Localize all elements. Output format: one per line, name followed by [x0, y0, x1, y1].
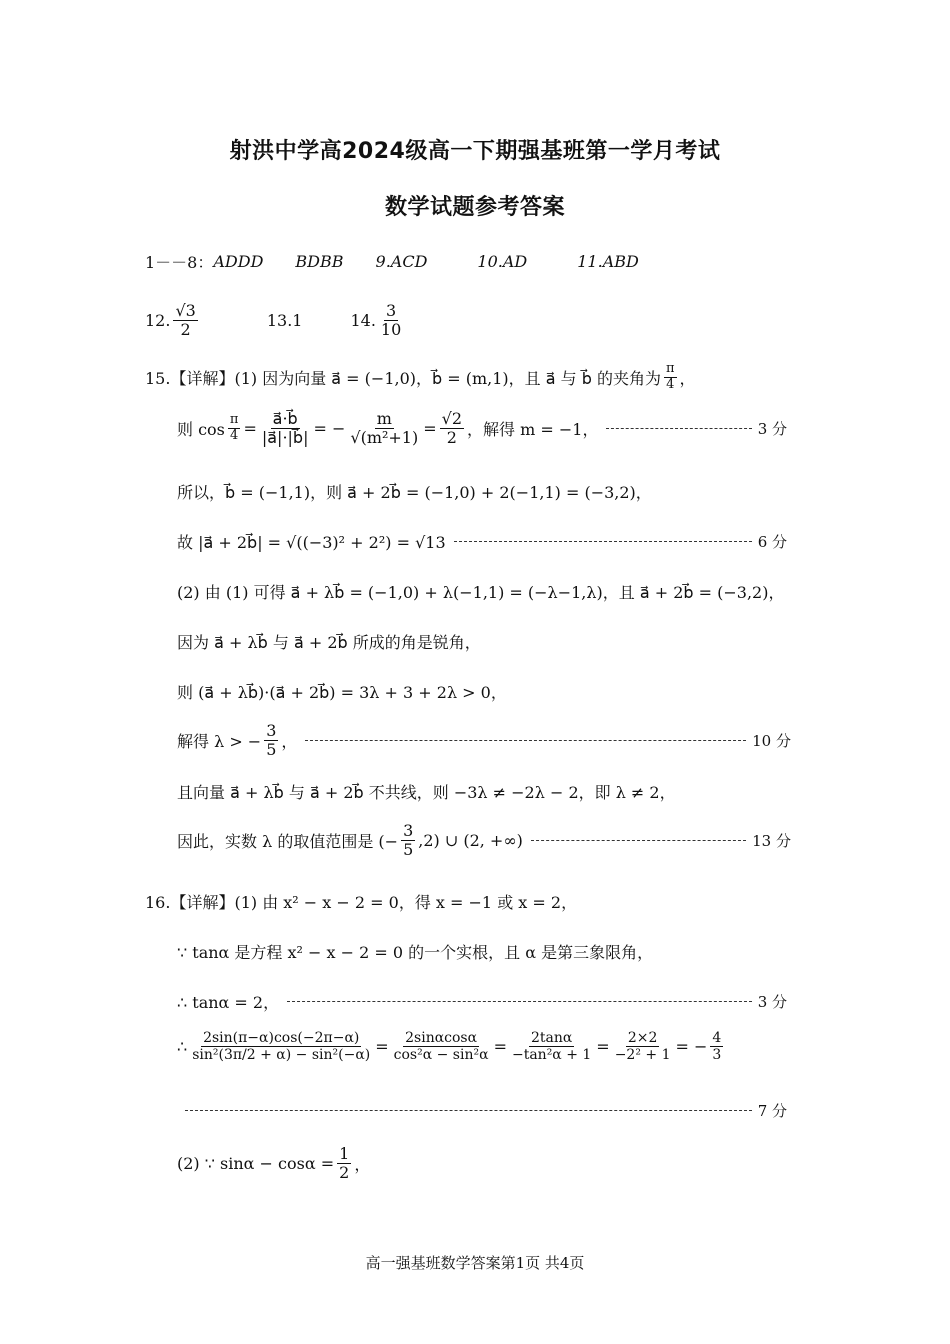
q15-line-2: 则 cos $\frac{\pi}{4}$ = $\frac{a⃗\cdot b⃗}{|a⃗|\cdot|b⃗|}$ = − $\frac{m}{\text{√(m²+1)}}$ = $\frac{√2}{2}$ ，解得 m = −1， 3 分	[177, 409, 787, 448]
page-footer: 高一强基班数学答案第1页 共4页	[365, 1254, 585, 1272]
q15-line-3: 所以，b⃗ = (−1,1)，则 a⃗ + 2b⃗ = (−1,0) + 2(−1,1) = (−3,2)，	[177, 483, 652, 502]
q15-line-8: 解得 λ > − $\frac{3}{5}$ ， 10 分	[177, 721, 791, 760]
q15-line-6: 因为 a⃗ + λb⃗ 与 a⃗ + 2b⃗ 所成的角是锐角，	[177, 633, 481, 652]
dashed-leader	[287, 1001, 752, 1002]
mc-answers-row	[145, 250, 639, 273]
score-marker: 3 分	[757, 420, 787, 439]
score-marker: 13 分	[752, 832, 791, 851]
answer-q11: 11.ABD	[577, 252, 639, 271]
dashed-leader	[454, 541, 752, 542]
q16-line-3: ∴ tanα = 2， 3 分	[177, 993, 787, 1012]
q14-fraction: $\frac{3}{10}$	[380, 301, 402, 340]
q16-line-1: 16.【详解】(1) 由 x² − x − 2 = 0，得 x = −1 或 x = 2，	[145, 893, 578, 912]
answer-q13: 13.1	[266, 311, 303, 331]
dashed-leader	[531, 840, 746, 841]
q16-line-5	[185, 1100, 787, 1121]
score-marker: 7 分	[757, 1102, 787, 1120]
dashed-leader	[185, 1110, 752, 1111]
mc-answers-5-8: BDBB	[295, 252, 344, 271]
q12-fraction: $\frac{√3}{2}$	[175, 301, 196, 340]
q12-label: 12.	[145, 311, 171, 331]
mc-label: 1－－8：	[145, 253, 214, 272]
pi-over-4-fraction: $\frac{\pi}{4}$	[665, 361, 675, 392]
exam-subtitle: 数学试题参考答案	[384, 195, 565, 220]
q16-line-6: (2) ∵ sinα − cosα = $\frac{1}{2}$ ，	[177, 1144, 371, 1183]
dot-product-fraction: $\frac{a⃗\cdot b⃗}{|a⃗|\cdot|b⃗|}$	[261, 409, 309, 448]
q15-line-1: 15.【详解】(1) 因为向量 a⃗ = (−1,0)，b⃗ = (m,1)，且 a⃗ 与 b⃗ 的夹角为 $\frac{\pi}{4}$ ，	[145, 361, 696, 392]
q16-line-4: ∴ $\frac{2\sin(\pi-\alpha)\cos(-2\pi-\alpha)}{\text{sin²(3π/2 + α) − sin²(−α)}}$ = $\frac{2\sin\alpha\cos\alpha}{\text{cos²α − sin²α}}$ = $\frac{2\tan\alpha}{\text{−tan²α + 1}}$ = $\frac{2\times 2}{\text{−2² + 1}}$ = − $\frac{4}{3}$	[177, 1030, 722, 1064]
score-marker: 3 分	[757, 993, 787, 1011]
q15-line-5: (2) 由 (1) 可得 a⃗ + λb⃗ = (−1,0) + λ(−1,1) = (−λ−1,λ)，且 a⃗ + 2b⃗ = (−3,2)，	[177, 583, 785, 602]
score-marker: 10 分	[752, 732, 791, 751]
q15-line-10: 因此，实数 λ 的取值范围是 (− $\frac{3}{5}$ ,2) ∪ (2, +∞) 13 分	[177, 821, 791, 860]
q15-line-4: 故 |a⃗ + 2b⃗| = √((−3)² + 2²) = √13 6 分	[177, 533, 787, 552]
q15-line-9: 且向量 a⃗ + λb⃗ 与 a⃗ + 2b⃗ 不共线，则 −3λ ≠ −2λ − 2，即 λ ≠ 2，	[177, 783, 676, 802]
fill-answers-row	[145, 302, 406, 340]
dashed-leader	[305, 740, 746, 741]
q15-line-7: 则 (a⃗ + λb⃗)·(a⃗ + 2b⃗) = 3λ + 3 + 2λ > 0，	[177, 683, 507, 702]
mc-answers-1-4: ADDD	[213, 252, 264, 271]
answer-q9: 9.ACD	[375, 252, 428, 271]
score-marker: 6 分	[757, 533, 787, 551]
exam-title: 射洪中学高2024级高一下期强基班第一学月考试	[229, 139, 721, 164]
answer-q10: 10.AD	[477, 252, 528, 271]
q14-label: 14.	[350, 311, 376, 331]
dashed-leader	[606, 428, 751, 429]
q16-line-2: ∵ tanα 是方程 x² − x − 2 = 0 的一个实根，且 α 是第三象限角，	[177, 943, 654, 962]
